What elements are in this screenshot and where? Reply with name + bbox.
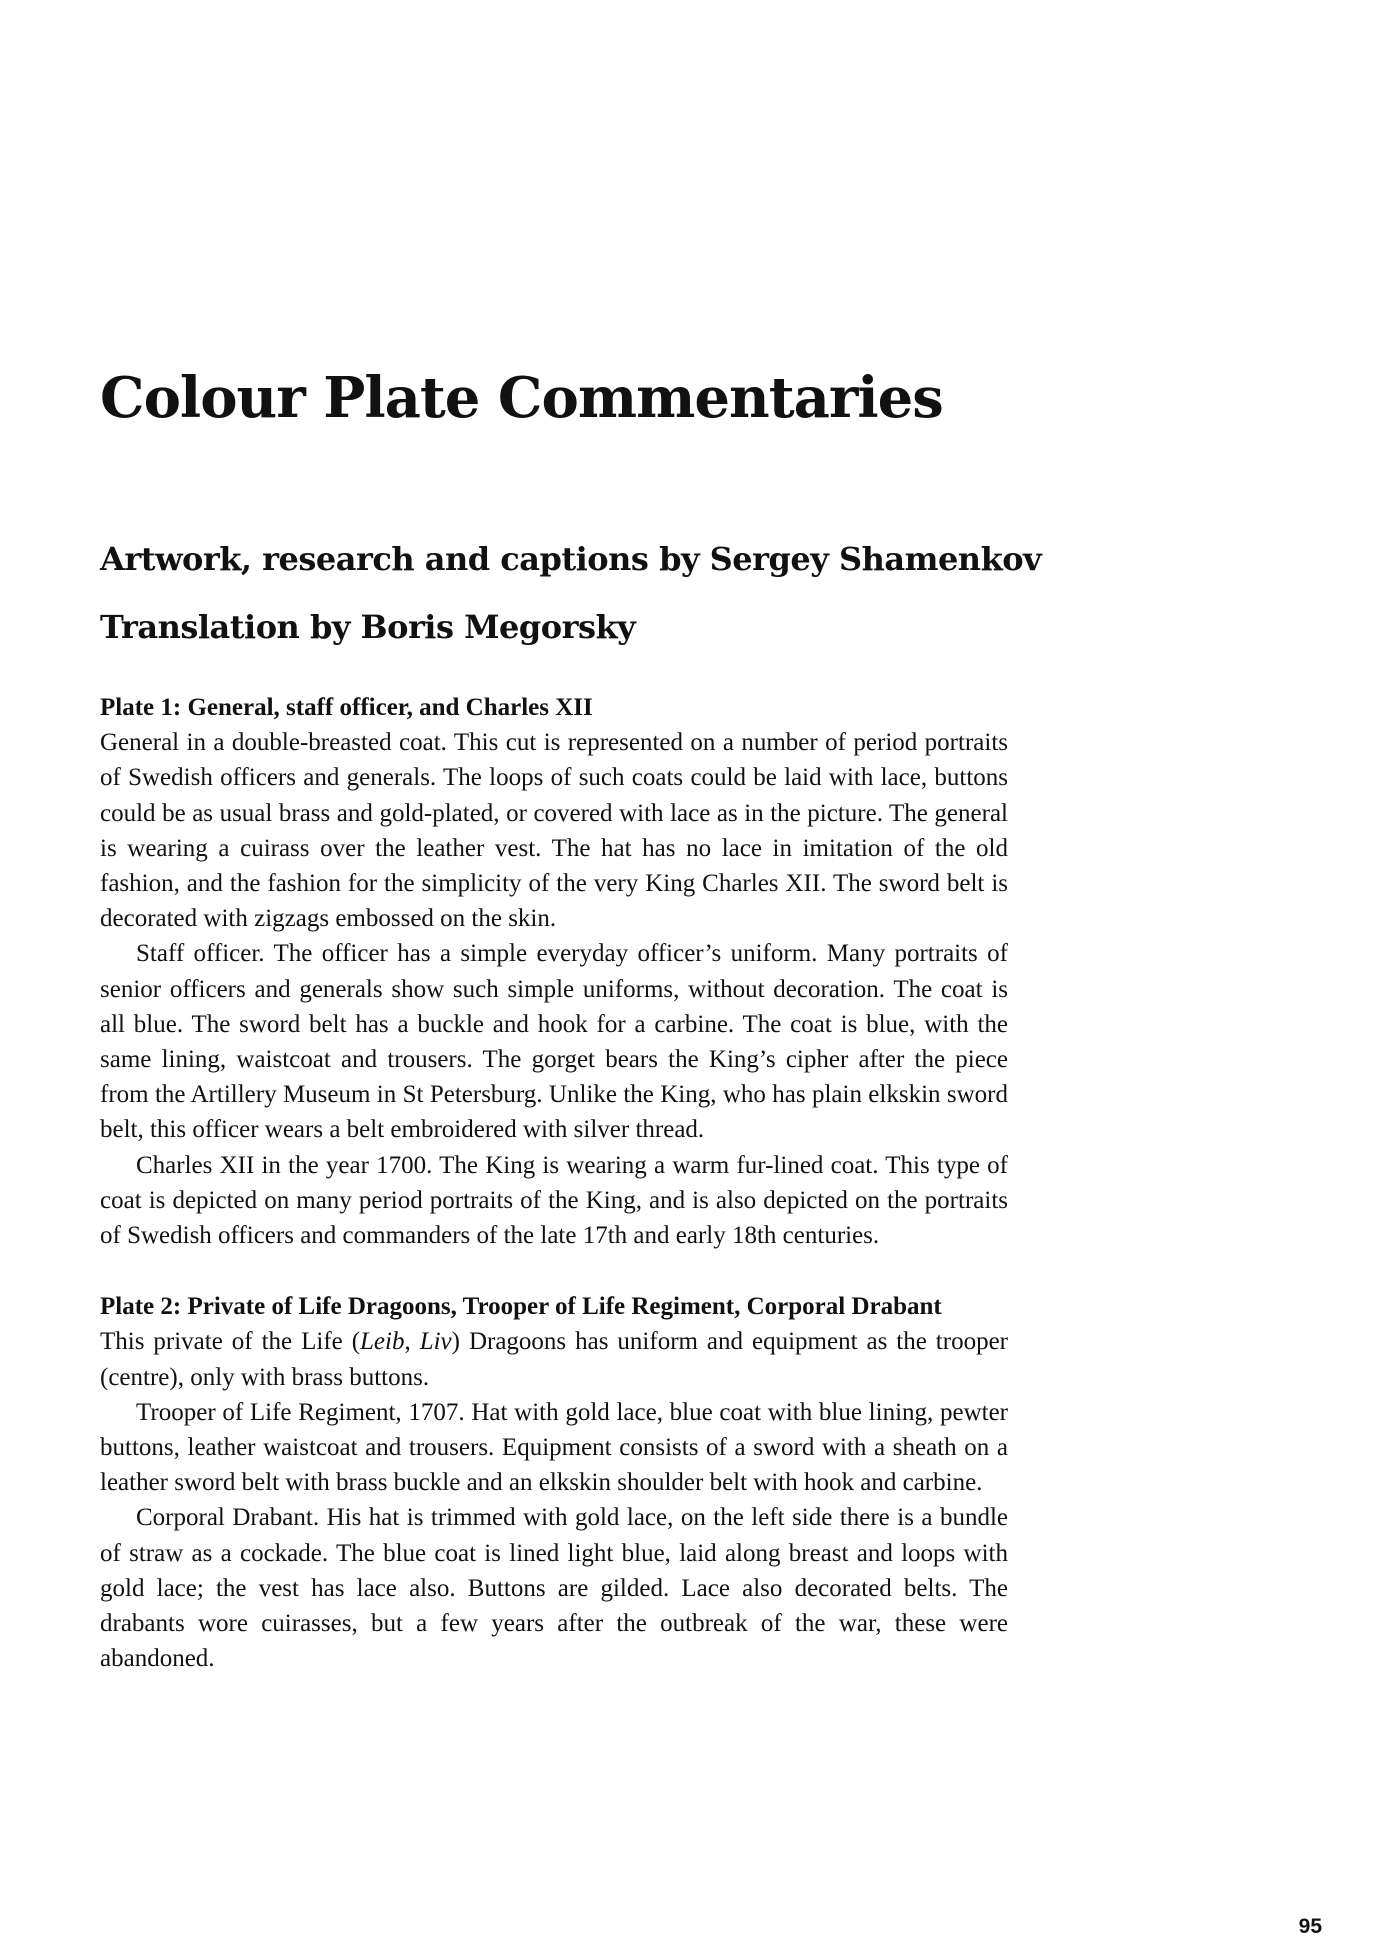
- page-title: Colour Plate Commentaries: [100, 365, 943, 431]
- plate-heading: Plate 1: General, staff officer, and Charles XII: [100, 694, 593, 721]
- intro-text: ) Dragoons has uniform and equipment as the trooper (centre), only with brass buttons.: [100, 1328, 1008, 1391]
- intro-text: This private of the Life (: [100, 1328, 361, 1356]
- artwork-credit: Artwork, research and captions by Sergey Shamenkov: [100, 540, 1042, 578]
- paragraph: [100, 1324, 1008, 1394]
- italic-term: Liv: [419, 1328, 452, 1356]
- intro-text: ,: [404, 1328, 420, 1356]
- paragraph: Corporal Drabant. His hat is trimmed with gold lace, on the left side there is a bundle of straw as a cockade. The blue coat is lined light blue, laid along breast and loops with gold lace; the vest has lace also. Buttons are gilded. Lace also decorated belts. The drabants wore cuirasses, but a few years after the outbreak of the war, these were abandoned.: [100, 1504, 1008, 1673]
- italic-term: Leib: [360, 1328, 405, 1356]
- plate-1-section: [100, 690, 1008, 1253]
- plate-heading: Plate 2: Private of Life Dragoons, Trooper of Life Regiment, Corporal Drabant: [100, 1293, 942, 1321]
- paragraph: Staff officer. The officer has a simple everyday officer’s uniform. Many portraits of senior officers and generals show such simple uniforms, without decoration. The coat is all blue. The sword belt has a buckle and hook for a carbine. The coat is blue, with the same lining, waistcoat and trousers. The gorget bears the King’s cipher after the piece from the Artillery Museum in St Petersburg. Unlike the King, who has plain elkskin sword belt, this officer wears a belt embroidered with silver thread.: [100, 940, 1008, 1144]
- translation-credit: Translation by Boris Megorsky: [100, 608, 636, 646]
- paragraph: Charles XII in the year 1700. The King is wearing a warm fur-lined coat. This type of coat is depicted on many period portraits of the King, and is also depicted on the portraits of Swedish officers and commanders of the late 17th and early 18th centuries.: [100, 1151, 1008, 1250]
- page-number: 95: [1298, 1915, 1322, 1938]
- plate-2-section: [100, 1289, 1008, 1676]
- commentary-body: [100, 690, 1008, 1676]
- paragraph: Trooper of Life Regiment, 1707. Hat with gold lace, blue coat with blue lining, pewter buttons, leather waistcoat and trousers. Equipment consists of a sword with a sheath on a leather sword belt with brass buckle and an elkskin shoulder belt with hook and carbine.: [100, 1398, 1008, 1497]
- paragraph: General in a double-breasted coat. This cut is represented on a number of period portraits of Swedish officers and generals. The loops of such coats could be laid with lace, buttons could be as usual brass and gold-plated, or covered with lace as in the picture. The general is wearing a cuirass over the leather vest. The hat has no lace in imitation of the old fashion, and the fashion for the simplicity of the very King Charles XII. The sword belt is decorated with zigzags embossed on the skin.: [100, 729, 1008, 933]
